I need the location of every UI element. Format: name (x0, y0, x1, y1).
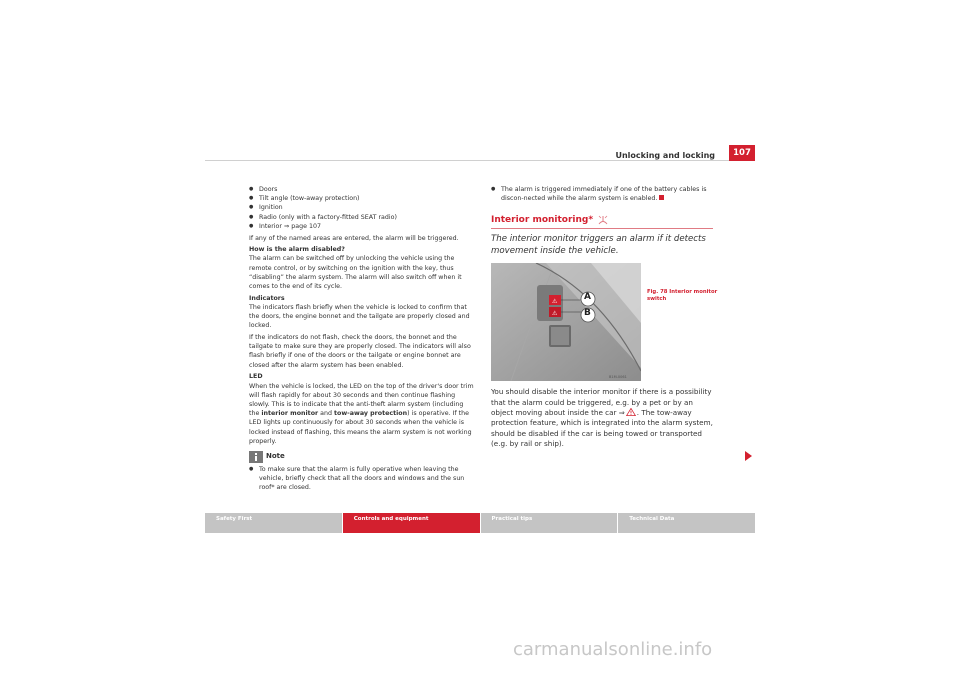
list-item: ● Doors (249, 185, 475, 194)
paragraph: If the indicators do not flash, check the doors, the bonnet and the tailgate to make sure they are properly closed. The indicators will also flash briefly if one of the doors or the tailgate or engine bonnet are closed after the alarm system has been enabled. (249, 334, 471, 369)
text-run: . The tow-away protection feature, which is integrated into the alarm system, should be disabled if the car is being towed or transported (e.g. by rail or ship). (491, 408, 713, 448)
watermark: carmanualsonline.info (513, 639, 713, 660)
subheading-led: LED (249, 373, 263, 381)
list-item: ● Tilt angle (tow-away protection) (249, 194, 475, 203)
text-run: You should disable the interior monitor if there is a possibility that the alarm could be triggered, e.g. by a pet or by an object moving about inside the car ⇒ (491, 387, 712, 417)
svg-text:⚠: ⚠ (552, 298, 558, 306)
caption-line: Fig. 78 Interior monitor (647, 289, 718, 295)
tab-practical-tips[interactable]: Practical tips (481, 513, 618, 533)
bold-term: tow-away protection (333, 410, 408, 418)
figure-interior-monitor-switch (491, 263, 641, 381)
note-label: Note (266, 452, 285, 461)
section-title (491, 215, 716, 225)
paragraph: The alarm can be switched off by unlocking the vehicle using the remote control, or by switching on the ignition with the key, thus “disabling” the alarm system. The alarm will also switch off when it comes to the end of its cycle. (249, 255, 462, 291)
right-column (491, 185, 716, 449)
page-number: 107 (729, 145, 755, 161)
text-run: and (318, 410, 334, 418)
subheading-alarm-disabled: How is the alarm disabled? (249, 246, 345, 254)
list-item: ● Ignition (249, 203, 475, 212)
end-of-section-icon (659, 195, 664, 200)
next-page-arrow-icon[interactable] (745, 451, 752, 461)
tab-safety-first[interactable]: Safety First (205, 513, 342, 533)
header-rule (205, 160, 755, 161)
section-intro: The interior monitor triggers an alarm if it detects movement inside the vehicle. (491, 234, 706, 256)
note-icon (249, 451, 263, 463)
paragraph-led (249, 382, 475, 446)
intrusion-sensor-icon (597, 215, 609, 225)
door-panel-illustration (491, 263, 641, 381)
bold-term: interior monitor (261, 410, 319, 418)
text-run: When the vehicle is locked, the LED on the top of the driver's door trim will flash rapidly for about 30 seconds and then continue flashing slowly. This is to indicate that the anti-theft alarm system (including the (249, 382, 474, 418)
caption-line: switch (647, 295, 667, 302)
warning-triangle-icon[interactable] (626, 408, 636, 416)
text-run: The alarm is triggered immediately if one of the battery cables is discon-nected while the alarm system is enabled. (501, 186, 707, 203)
page-link[interactable]: ● Interior ⇒ page 107 (249, 222, 475, 231)
monitored-areas-list (249, 185, 475, 231)
note-header (249, 451, 475, 463)
running-title: Unlocking and locking (615, 151, 715, 160)
paragraph: If any of the named areas are entered, the alarm will be triggered. (249, 234, 459, 242)
svg-text:⚠: ⚠ (552, 310, 558, 318)
paragraph: The indicators flash briefly when the vehicle is locked to confirm that the doors, the engine bonnet and the tailgate are properly closed and locked. (249, 303, 470, 330)
figure-code: B1M-0061 (609, 375, 627, 380)
list-item: ● To make sure that the alarm is fully operative when leaving the vehicle, briefly check that all the doors and windows and the sun roof* are closed. (249, 465, 475, 493)
section-title-text: Interior monitoring* (491, 214, 594, 225)
paragraph-disable-monitor (491, 387, 716, 449)
tab-controls-and-equipment[interactable]: Controls and equipment (343, 513, 480, 533)
list-item (491, 185, 716, 203)
figure-caption (647, 289, 717, 302)
callout-a: A (584, 292, 591, 303)
left-column (249, 185, 475, 493)
note-list (249, 465, 475, 493)
list-item: ● Radio (only with a factory-fitted SEAT radio) (249, 213, 475, 222)
footer-tabs (205, 513, 755, 533)
tab-technical-data[interactable]: Technical Data (618, 513, 755, 533)
section-rule (491, 228, 713, 229)
callout-b: B (584, 308, 591, 319)
subheading-indicators: Indicators (249, 294, 285, 302)
battery-list (491, 185, 716, 203)
text-run: ) is operative. If the LED lights up continuously for about 30 seconds when the vehicle is locked instead of flashing, this means the alarm system is not working properly. (249, 410, 472, 445)
